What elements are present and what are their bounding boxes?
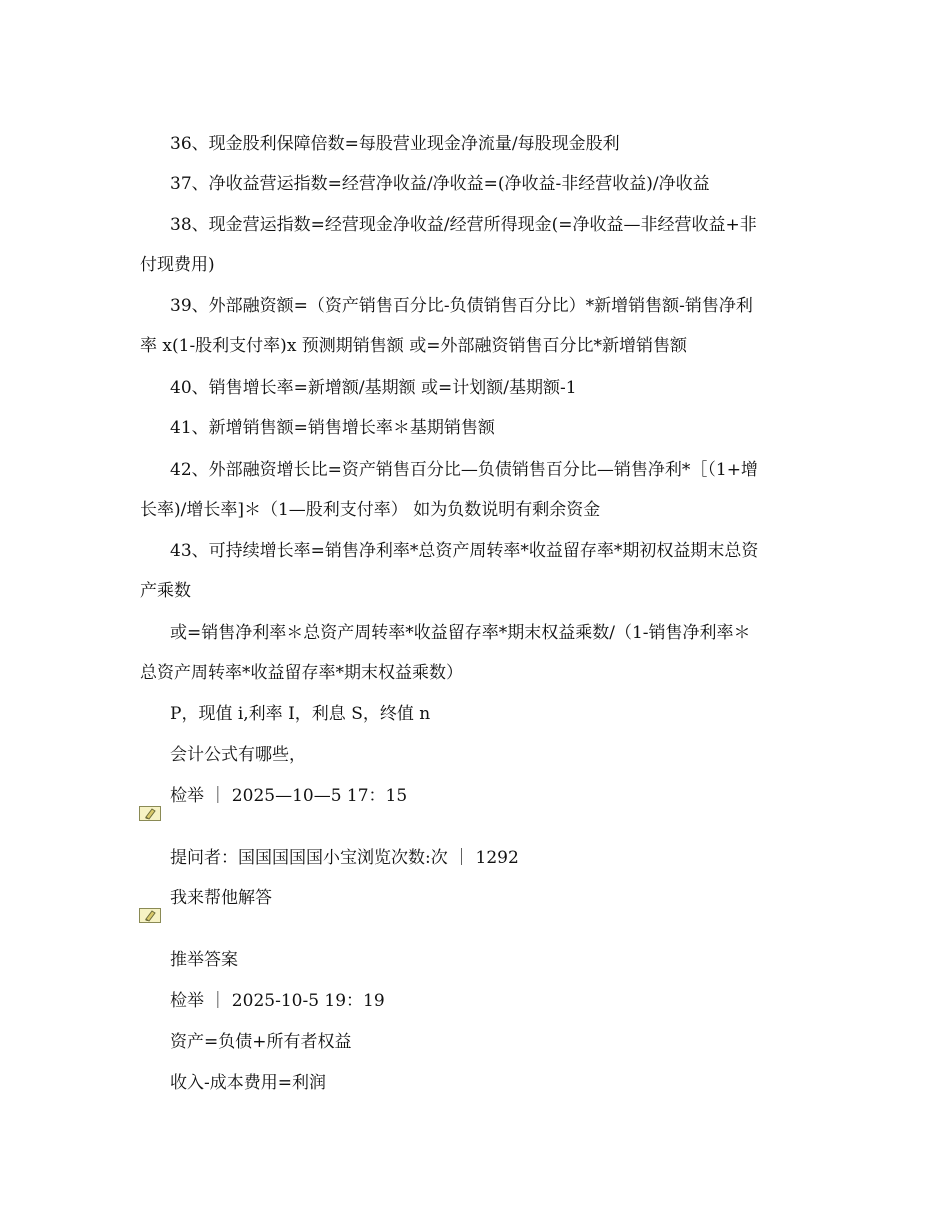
formula-42-line2: 长率)/增长率]＊（1—股利支付率） 如为负数说明有剩余资金: [140, 500, 601, 520]
pencil-note-icon: [139, 908, 161, 923]
formula-43-line2: 产乘数: [140, 581, 191, 601]
formula-40: 40、销售增长率=新增额/基期额 或=计划额/基期额-1: [170, 378, 577, 398]
variable-legend: P，现值 i,利率 I，利息 S，终值 n: [170, 704, 431, 724]
formula-36: 36、现金股利保障倍数=每股营业现金净流量/每股现金股利: [170, 134, 620, 154]
formula-43-line3: 或=销售净利率＊总资产周转率*收益留存率*期末权益乘数/（1-销售净利率＊: [170, 623, 751, 643]
asker-info: 提问者：国国国国国小宝浏览次数:次 ｜ 1292: [170, 848, 519, 868]
answer-title: 推举答案: [170, 950, 238, 970]
formula-39-line1: 39、外部融资额=（资产销售百分比-负债销售百分比）*新增销售额-销售净利: [170, 296, 753, 316]
answer-report-line[interactable]: 检举 ｜ 2025-10-5 19：19: [170, 991, 385, 1011]
formula-38-line2: 付现费用): [140, 255, 215, 275]
help-answer-link[interactable]: 我来帮他解答: [170, 888, 272, 908]
answer-formula-1: 资产=负债+所有者权益: [170, 1032, 352, 1052]
formula-41: 41、新增销售额=销售增长率＊基期销售额: [170, 418, 495, 438]
formula-38-line1: 38、现金营运指数=经营现金净收益/经营所得现金(=净收益—非经营收益+非: [170, 215, 757, 235]
formula-42-line1: 42、外部融资增长比=资产销售百分比—负债销售百分比—销售净利*［（1+增: [170, 460, 758, 480]
question-title: 会计公式有哪些，: [170, 745, 306, 765]
formula-37: 37、净收益营运指数=经营净收益/净收益=(净收益-非经营收益)/净收益: [170, 174, 710, 194]
formula-43-line4: 总资产周转率*收益留存率*期末权益乘数）: [140, 663, 463, 683]
formula-43-line1: 43、可持续增长率=销售净利率*总资产周转率*收益留存率*期初权益期末总资: [170, 541, 759, 561]
formula-39-line2: 率 x(1-股利支付率)x 预测期销售额 或=外部融资销售百分比*新增销售额: [140, 336, 687, 356]
answer-formula-2: 收入-成本费用=利润: [170, 1073, 326, 1093]
pencil-note-icon: [139, 806, 161, 821]
question-report-line[interactable]: 检举 ｜ 2025—10—5 17：15: [170, 786, 408, 806]
